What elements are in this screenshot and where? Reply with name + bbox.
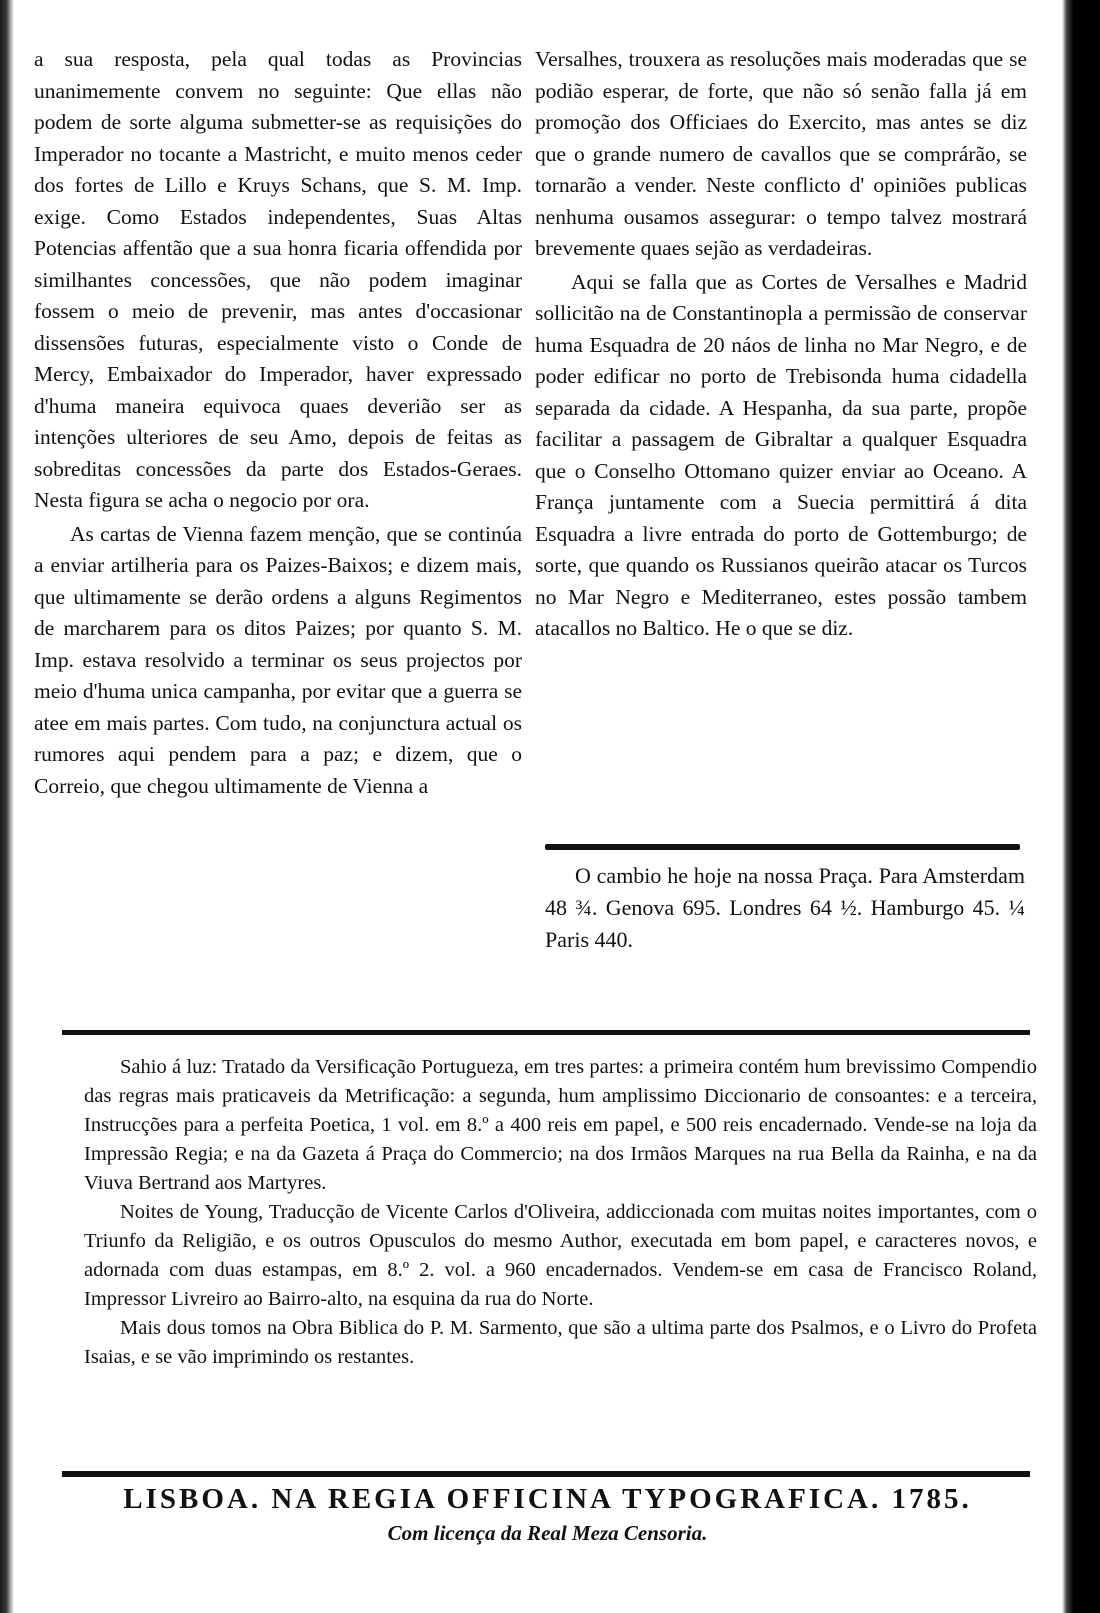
notice-1: Sahio á luz: Tratado da Versificação Portugueza, em tres partes: a primeira contém hum brevissimo Compendio das regras mais praticaveis da Metrificação: a segunda, hum amplissimo Diccionario de consoantes: e a terceira, Instrucções para a perfeita Poetica, 1 vol. em 8.º a 400 reis em papel, e 500 reis encadernado. Vende-se na loja da Impressão Regia; e na da Gazeta á Praça do Commercio; na dos Irmãos Marques na rua Bella da Rainha, e na da Viuva Bertrand aos Martyres. <box>84 1056 1037 1194</box>
bottom-rule <box>62 1471 1030 1477</box>
left-column <box>34 44 522 802</box>
license-line: Com licença da Real Meza Censoria. <box>387 1521 708 1545</box>
notices <box>84 1053 1037 1372</box>
exchange-rates <box>545 860 1025 956</box>
column-rule <box>545 844 1020 850</box>
right-paragraph-1: Versalhes, trouxera as resoluções mais moderadas que se podião esperar, de forte, que não só senão falla já em promoção dos Officiaes do Exercito, mas antes se diz que o grande numero de cavallos que se comprárão, se tornarão a vender. Neste conflicto d' opiniões publicas nenhuma ousamos assegurar: o tempo talvez mostrará brevemente quaes sejão as verdadeiras. <box>535 47 1027 260</box>
left-paragraph-2: As cartas de Vienna fazem menção, que se continúa a enviar artilheria para os Paizes-Baixos; e dizem mais, que ultimamente se derão ordens a alguns Regimentos de marcharem para os ditos Paizes; por quanto S. M. Imp. estava resolvido a terminar os seus projectos por meio d'huma unica campanha, por evitar que a guerra se atee em mais partes. Com tudo, na conjunctura actual os rumores aqui pendem para a paz; e dizem, que o Correio, que chegou ultimamente de Vienna a <box>34 521 522 798</box>
right-paragraph-2: Aqui se falla que as Cortes de Versalhes e Madrid sollicitão na de Constantinopla a permissão de conservar huma Esquadra de 20 náos de linha no Mar Negro, e de poder edificar no porto de Trebisonda huma cidadella separada da cidade. A Hespanha, da sua parte, propõe facilitar a passagem de Gibraltar a qualquer Esquadra que o Conselho Ottomano quizer enviar ao Oceano. A França juntamente com a Suecia permittirá á dita Esquadra a livre entrada do porto de Gottemburgo; de sorte, que quando os Russianos queirão atacar os Turcos no Mar Negro e Mediterraneo, estes possão tambem atacallos no Baltico. He o que se diz. <box>535 269 1027 640</box>
notice-2: Noites de Young, Traducção de Vicente Carlos d'Oliveira, addiccionada com muitas noites importantes, com o Triunfo da Religião, e os outros Opusculos do mesmo Author, executada em bom papel, e caracteres novos, e adornada com duas estampas, em 8.º 2. vol. a 960 encadernados. Vendem-se em casa de Francisco Roland, Impressor Livreiro ao Bairro-alto, na esquina da rua do Norte. <box>84 1201 1037 1310</box>
right-column <box>535 44 1027 645</box>
imprint: LISBOA. NA REGIA OFFICINA TYPOGRAFICA. 1785. <box>123 1483 972 1515</box>
page-edge-right <box>1062 0 1100 1613</box>
left-paragraph-1: a sua resposta, pela qual todas as Provincias unanimemente convem no seguinte: Que ellas não podem de sorte alguma submetter-se as requisições do Imperador no tocante a Mastricht, e muito menos ceder dos fortes de Lillo e Kruys Schans, que S. M. Imp. exige. Como Estados independentes, Suas Altas Potencias affentão que a sua honra ficaria offendida por similhantes concessões, que não podem imaginar fossem o meio de prevenir, mas antes d'occasionar dissensões futuras, especialmente visto o Conde de Mercy, Embaixador do Imperador, haver expressado d'huma maneira equivoca quaes deverião ser as intenções ulteriores de seu Amo, depois de feitas as sobreditas concessões da parte dos Estados-Geraes. Nesta figura se acha o negocio por ora. <box>34 47 522 512</box>
page-edge-left <box>0 0 14 1613</box>
exchange-rates-text: O cambio he hoje na nossa Praça. Para Amsterdam 48 ¾. Genova 695. Londres 64 ½. Hamburgo 45. ¼ Paris 440. <box>545 863 1025 952</box>
notice-3: Mais dous tomos na Obra Biblica do P. M. Sarmento, que são a ultima parte dos Psalmos, e o Livro do Profeta Isaias, e se vão imprimindo os restantes. <box>84 1317 1037 1368</box>
section-rule <box>62 1030 1030 1035</box>
